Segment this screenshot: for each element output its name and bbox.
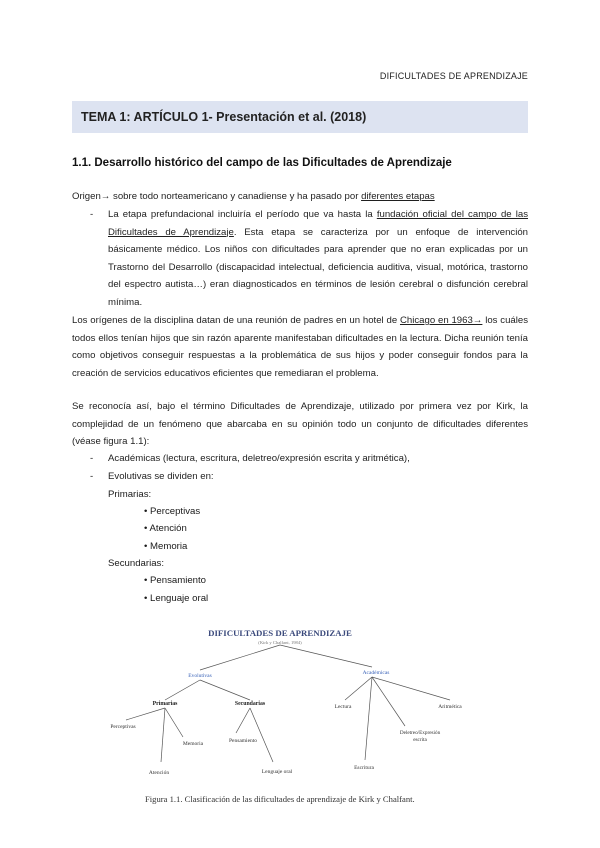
fig-perceptivas: Perceptivas bbox=[110, 724, 136, 730]
fig-lectura: Lectura bbox=[334, 704, 352, 710]
running-header: DIFICULTADES DE APRENDIZAJE bbox=[379, 71, 528, 81]
list-item: • Lenguaje oral bbox=[144, 593, 209, 604]
fig-deletreo-2: escrita bbox=[413, 737, 427, 743]
origen-lead: Origen→ sobre todo norteamericano y canadiense y ha pasado por bbox=[72, 191, 362, 202]
list-secundarias: Secundarias: bbox=[108, 558, 164, 569]
fundacion-link[interactable]: fundación oficial del campo de las Dificultades de Aprendizaje bbox=[108, 209, 529, 238]
list-dash: - bbox=[90, 471, 94, 482]
list-dash: - bbox=[90, 453, 94, 464]
fig-aritmetica: Aritmética bbox=[438, 704, 462, 710]
chicago-link[interactable]: Chicago en 1963→ bbox=[399, 315, 483, 326]
section-title: 1.1. Desarrollo histórico del campo de las Dificultades de Aprendizaje bbox=[72, 157, 452, 169]
list-item: • Perceptivas bbox=[144, 506, 201, 517]
fig-subtitle: (Kirk y Chalfant, 1984) bbox=[258, 640, 302, 645]
list-item: • Pensamiento bbox=[144, 575, 207, 586]
fig-lenguaje: Lenguaje oral bbox=[261, 769, 293, 775]
diferentes-etapas-link[interactable]: diferentes etapas bbox=[361, 191, 435, 202]
kirk-paragraph: Se reconocía así, bajo el término Dificultades de Aprendizaje, utilizado por primera vez por Kirk, la complejidad de un fenómeno que abarcaba en su opinión todo un conjunto de dificultades diferentes (véase figura 1.1): bbox=[72, 401, 528, 448]
fig-memoria: Memoria bbox=[182, 741, 204, 747]
list-evolutivas: Evolutivas se dividen en: bbox=[108, 471, 214, 482]
fig-atencion: Atención bbox=[148, 770, 170, 776]
fig-evolutivas: Evolutivas bbox=[188, 673, 212, 679]
topic-title: TEMA 1: ARTÍCULO 1- Presentación et al. (2018) bbox=[81, 110, 367, 124]
fig-primarias: Primarias bbox=[152, 701, 178, 707]
list-item: • Atención bbox=[144, 523, 187, 534]
fig-pensamiento: Pensamiento bbox=[228, 738, 258, 744]
list-dash: - bbox=[90, 209, 94, 220]
fig-escritura: Escritura bbox=[354, 765, 374, 771]
list-primarias: Primarias: bbox=[108, 489, 152, 500]
fig-title: DIFICULTADES DE APRENDIZAJE bbox=[208, 628, 352, 638]
fig-secundarias: Secundarias bbox=[234, 701, 266, 707]
prefund-text-2: . Esta etapa se caracteriza por un enfoque de intervención básicamente médico. Los niños con dificultades para aprender que no eran explicadas por un Trastorno del Desarrollo (discapacidad intelectual, deficiencia auditiva, visual, motórica, trastorno del espectro autista…) eran diagnosticados en términos de lesión cerebral o disfunción cerebral mínima. bbox=[108, 226, 529, 308]
list-academicas: Académicas (lectura, escritura, deletreo/expresión escrita y aritmética), bbox=[108, 453, 410, 464]
prefund-text-1: La etapa prefundacional incluiría el período que va hasta la bbox=[108, 209, 377, 220]
list-item: • Memoria bbox=[144, 541, 188, 552]
origins-text-2: los cuáles todos ellos tenían hijos que sin razón aparente manifestaban dificultades en la lectura. Dicha reunión tenía como objetivos conseguir respuestas a la problemática de sus hijos y poder conseguir fondos para la creación de servicios educativos eficientes que remediaran el problema. bbox=[72, 315, 529, 379]
fig-academicas: Académicas bbox=[362, 670, 390, 676]
origins-text-1: Los orígenes de la disciplina datan de una reunión de padres en un hotel de bbox=[72, 315, 400, 326]
fig-deletreo: Deletreo/Expresión bbox=[399, 730, 441, 736]
figure-caption: Figura 1.1. Clasificación de las dificultades de aprendizaje de Kirk y Chalfant. bbox=[145, 794, 415, 804]
